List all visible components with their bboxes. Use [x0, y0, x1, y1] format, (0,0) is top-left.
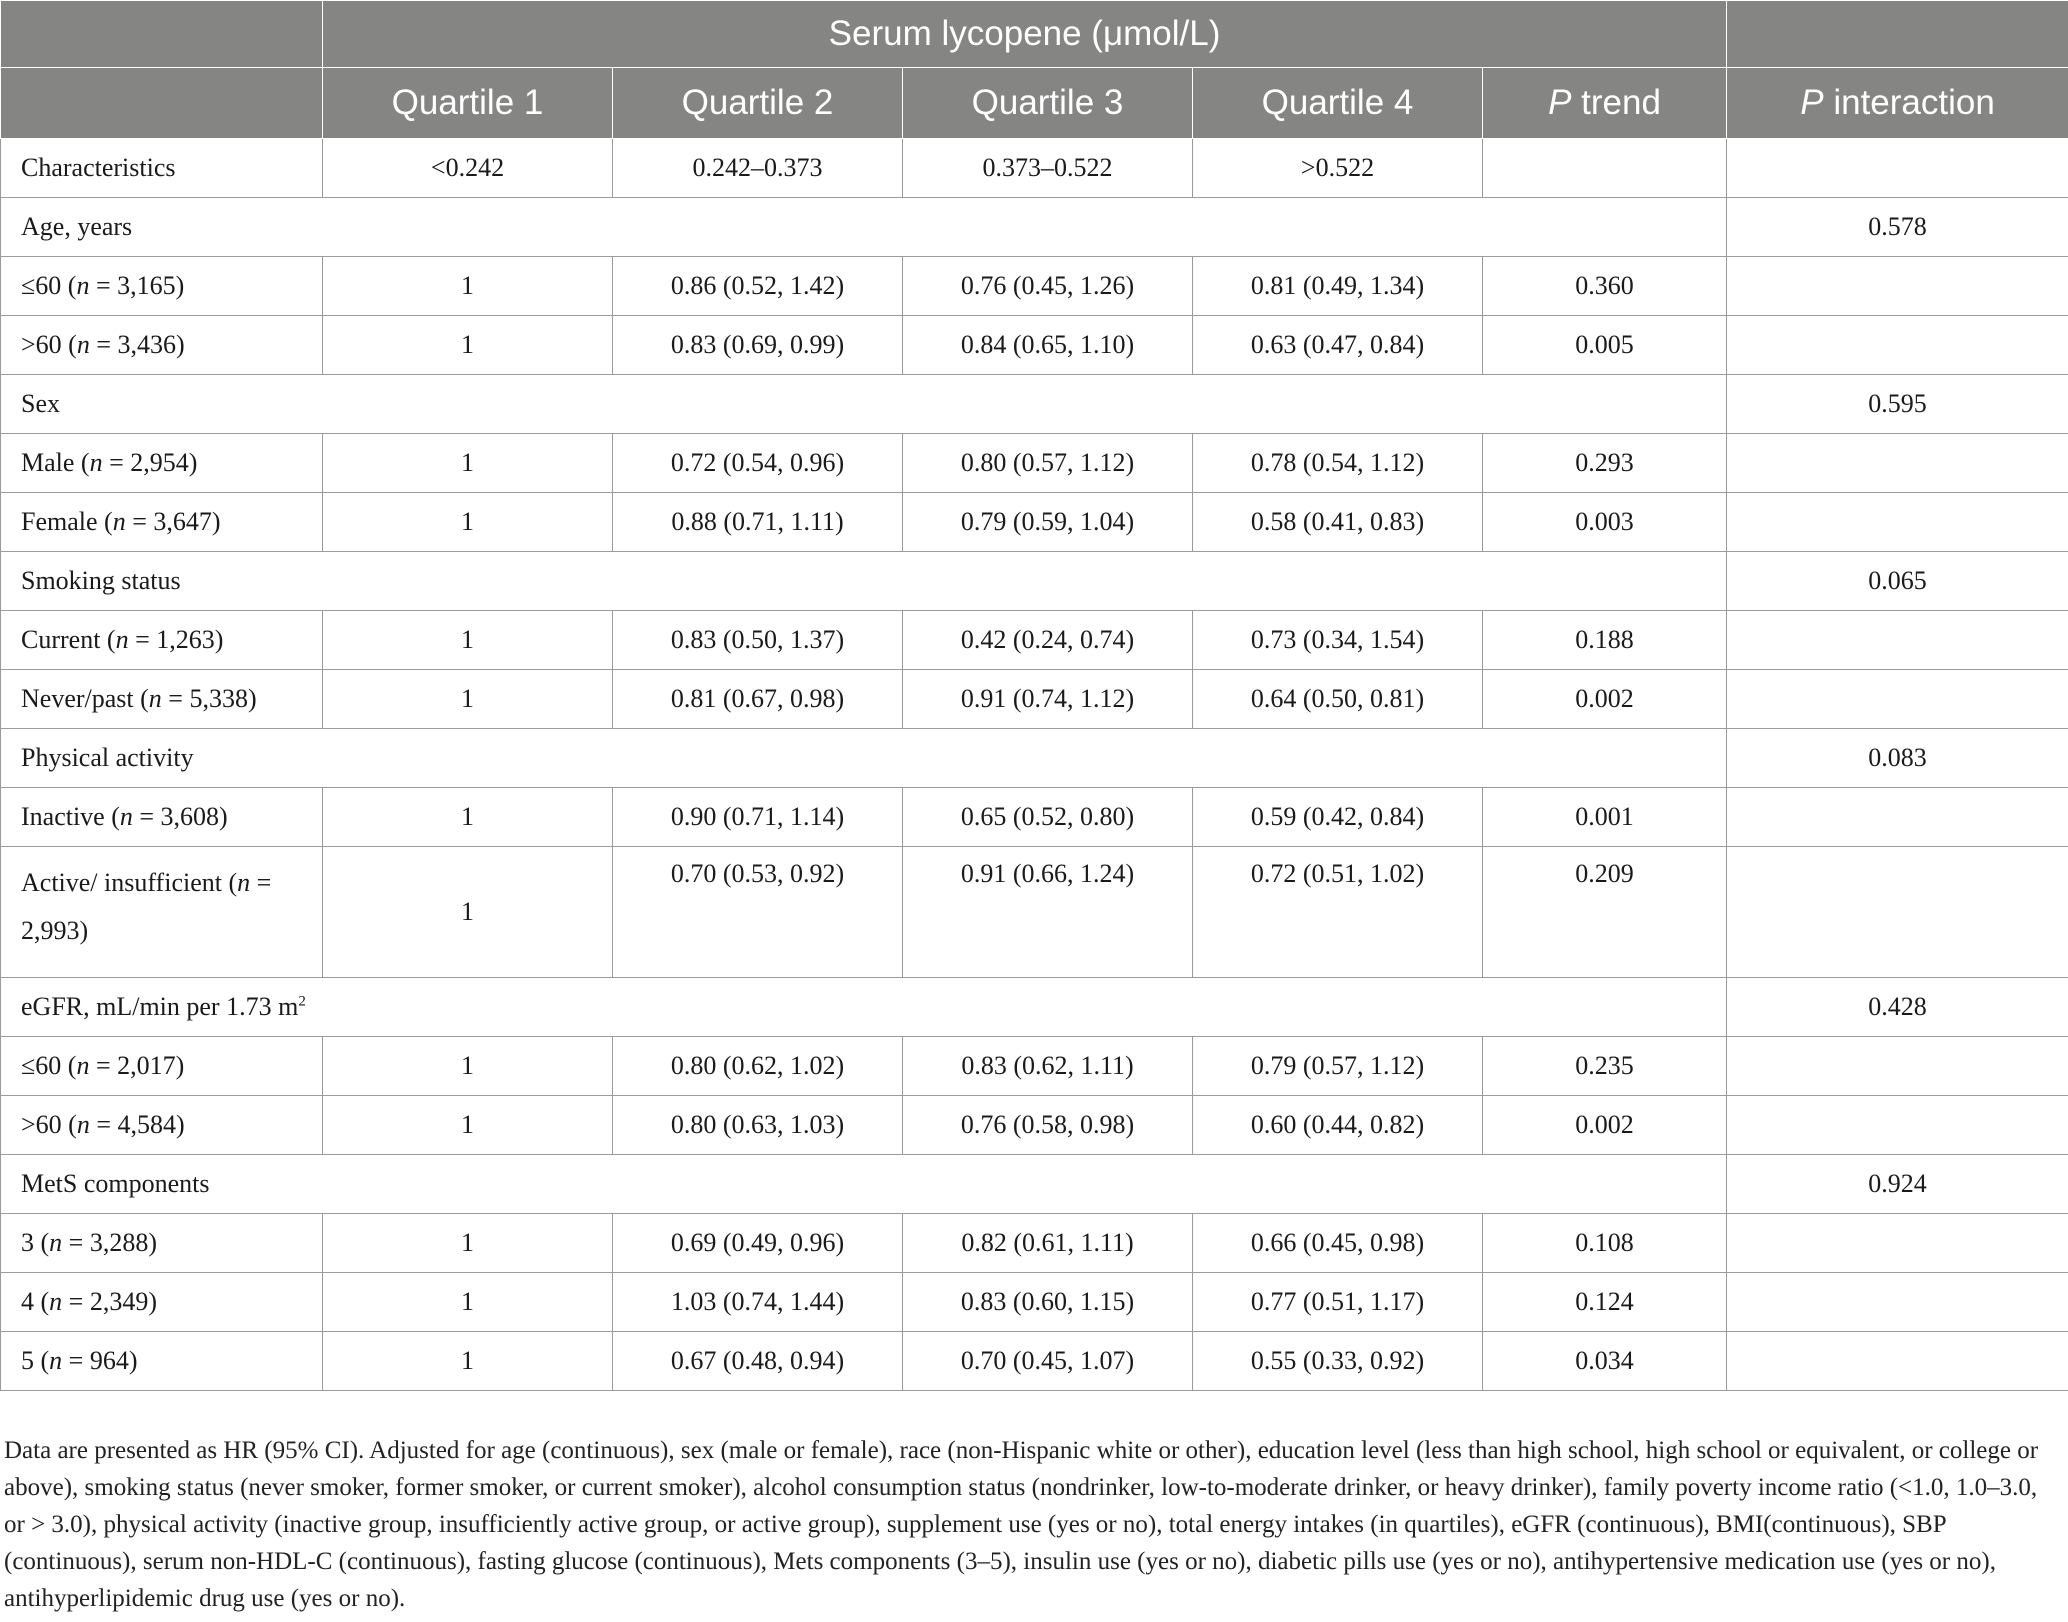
hr-q4: 0.66 (0.45, 0.98) — [1193, 1214, 1483, 1273]
subgroup-row — [1, 847, 2068, 978]
hr-q4: 0.64 (0.50, 0.81) — [1193, 670, 1483, 729]
subgroup-label-prefix: ≤60 ( — [21, 271, 77, 300]
p-interaction-empty — [1727, 316, 2068, 375]
table-header — [1, 1, 2068, 139]
subgroup-row — [1, 788, 2068, 847]
group-header-row — [1, 978, 2068, 1037]
p-trend-value: 0.124 — [1483, 1273, 1727, 1332]
hr-q2: 1.03 (0.74, 1.44) — [613, 1273, 903, 1332]
group-label-text: Age, years — [21, 212, 133, 241]
n-symbol: n — [49, 1228, 63, 1257]
p-interaction-empty — [1727, 788, 2068, 847]
subgroup-label-prefix: Male ( — [21, 448, 90, 477]
hr-q3: 0.91 (0.74, 1.12) — [903, 670, 1193, 729]
subgroup-label — [1, 611, 323, 670]
subgroup-row — [1, 611, 2068, 670]
p-interaction-empty — [1727, 257, 2068, 316]
subgroup-n-value: = 3,647) — [125, 507, 221, 536]
group-label-text: Smoking status — [21, 566, 181, 595]
p-interaction-value: 0.083 — [1727, 729, 2068, 788]
subgroup-label-prefix: Active/ insufficient ( — [21, 868, 238, 897]
subgroup-label — [1, 1273, 323, 1332]
ranges-row-label: Characteristics — [1, 139, 323, 198]
hr-q2: 0.72 (0.54, 0.96) — [613, 434, 903, 493]
subgroup-row — [1, 1273, 2068, 1332]
hr-q4: 0.73 (0.34, 1.54) — [1193, 611, 1483, 670]
n-symbol: n — [49, 1287, 63, 1316]
p-interaction-empty — [1727, 611, 2068, 670]
table-body — [1, 139, 2068, 1391]
hr-q4: 0.59 (0.42, 0.84) — [1193, 788, 1483, 847]
p-interaction-label: interaction — [1823, 83, 1995, 122]
hr-q2: 0.90 (0.71, 1.14) — [613, 788, 903, 847]
subgroup-row — [1, 1332, 2068, 1391]
subgroup-label — [1, 788, 323, 847]
p-trend-value: 0.002 — [1483, 670, 1727, 729]
subgroup-label — [1, 847, 323, 978]
subgroup-row — [1, 1037, 2068, 1096]
p-interaction-empty — [1727, 1096, 2068, 1155]
p-symbol: P — [1800, 83, 1824, 122]
subgroup-n-value: = 964) — [62, 1346, 138, 1375]
subgroup-n-value: = 3,608) — [132, 802, 228, 831]
ranges-row — [1, 139, 2068, 198]
subgroup-label — [1, 493, 323, 552]
subgroup-label-prefix: 5 ( — [21, 1346, 50, 1375]
hr-q1: 1 — [323, 1096, 613, 1155]
column-header-p-interaction — [1727, 68, 2068, 139]
hr-q3: 0.83 (0.62, 1.11) — [903, 1037, 1193, 1096]
group-label-text: Physical activity — [21, 743, 194, 772]
hr-q1: 1 — [323, 847, 613, 978]
subgroup-n-value: = 2,954) — [102, 448, 198, 477]
subgroup-row — [1, 670, 2068, 729]
subgroup-label — [1, 1037, 323, 1096]
p-interaction-empty — [1727, 670, 2068, 729]
hr-q1: 1 — [323, 611, 613, 670]
group-label — [1, 375, 1727, 434]
n-symbol: n — [119, 802, 133, 831]
subgroup-label — [1, 1214, 323, 1273]
subgroup-label — [1, 316, 323, 375]
hr-q2: 0.83 (0.69, 0.99) — [613, 316, 903, 375]
hr-q4: 0.81 (0.49, 1.34) — [1193, 257, 1483, 316]
p-trend-value: 0.003 — [1483, 493, 1727, 552]
hr-q4: 0.78 (0.54, 1.12) — [1193, 434, 1483, 493]
header-blank-cell — [1, 68, 323, 139]
subgroup-n-value: = 2,349) — [62, 1287, 157, 1316]
hr-q2: 0.70 (0.53, 0.92) — [613, 847, 903, 978]
group-header-row — [1, 729, 2068, 788]
subgroup-n-value: = 5,338) — [161, 684, 257, 713]
hr-q2: 0.86 (0.52, 1.42) — [613, 257, 903, 316]
p-trend-value: 0.108 — [1483, 1214, 1727, 1273]
p-trend-value: 0.235 — [1483, 1037, 1727, 1096]
group-label — [1, 198, 1727, 257]
p-trend-value: 0.002 — [1483, 1096, 1727, 1155]
hr-q3: 0.76 (0.58, 0.98) — [903, 1096, 1193, 1155]
subgroup-row — [1, 434, 2068, 493]
hr-q3: 0.91 (0.66, 1.24) — [903, 847, 1193, 978]
subgroup-n-value: = 1,263) — [128, 625, 224, 654]
p-interaction-empty — [1727, 493, 2068, 552]
subgroup-label — [1, 257, 323, 316]
group-header-row — [1, 552, 2068, 611]
p-trend-value: 0.188 — [1483, 611, 1727, 670]
range-q4: >0.522 — [1193, 139, 1483, 198]
subgroup-label — [1, 434, 323, 493]
n-symbol: n — [49, 1346, 63, 1375]
p-interaction-value: 0.428 — [1727, 978, 2068, 1037]
n-symbol: n — [115, 625, 129, 654]
subgroup-label — [1, 1332, 323, 1391]
subgroup-row — [1, 1214, 2068, 1273]
n-symbol: n — [76, 1110, 90, 1139]
subgroup-label-prefix: 3 ( — [21, 1228, 50, 1257]
subgroup-label-prefix: Female ( — [21, 507, 113, 536]
n-symbol: n — [76, 271, 90, 300]
p-interaction-value: 0.924 — [1727, 1155, 2068, 1214]
n-symbol: n — [237, 868, 251, 897]
p-interaction-empty — [1727, 1214, 2068, 1273]
p-interaction-empty — [1727, 847, 2068, 978]
p-trend-value: 0.005 — [1483, 316, 1727, 375]
hr-q1: 1 — [323, 670, 613, 729]
subgroup-n-value: = 3,165) — [89, 271, 185, 300]
subgroup-label-prefix: Current ( — [21, 625, 116, 654]
p-interaction-empty — [1727, 434, 2068, 493]
hr-q3: 0.70 (0.45, 1.07) — [903, 1332, 1193, 1391]
hr-q4: 0.58 (0.41, 0.83) — [1193, 493, 1483, 552]
hr-q1: 1 — [323, 1332, 613, 1391]
hr-q3: 0.65 (0.52, 0.80) — [903, 788, 1193, 847]
p-interaction-value: 0.578 — [1727, 198, 2068, 257]
hr-q1: 1 — [323, 493, 613, 552]
group-title: Serum lycopene (μmol/L) — [323, 1, 1727, 68]
hr-q2: 0.88 (0.71, 1.11) — [613, 493, 903, 552]
subgroup-label-prefix: >60 ( — [21, 1110, 77, 1139]
hr-q1: 1 — [323, 1037, 613, 1096]
n-symbol: n — [76, 1051, 90, 1080]
hr-q4: 0.63 (0.47, 0.84) — [1193, 316, 1483, 375]
range-p-trend — [1483, 139, 1727, 198]
group-label-superscript: 2 — [298, 993, 306, 1010]
hr-q3: 0.42 (0.24, 0.74) — [903, 611, 1193, 670]
subgroup-n-value: = 3,436) — [89, 330, 185, 359]
hr-q1: 1 — [323, 788, 613, 847]
subgroup-n-value: = 2,017) — [89, 1051, 185, 1080]
hr-q4: 0.77 (0.51, 1.17) — [1193, 1273, 1483, 1332]
hr-q3: 0.82 (0.61, 1.11) — [903, 1214, 1193, 1273]
p-trend-value: 0.293 — [1483, 434, 1727, 493]
subgroup-row — [1, 1096, 2068, 1155]
p-trend-value: 0.034 — [1483, 1332, 1727, 1391]
hr-q1: 1 — [323, 434, 613, 493]
hr-q2: 0.80 (0.63, 1.03) — [613, 1096, 903, 1155]
hr-q2: 0.69 (0.49, 0.96) — [613, 1214, 903, 1273]
subgroup-n-value: = 4,584) — [89, 1110, 185, 1139]
group-label — [1, 552, 1727, 611]
p-interaction-empty — [1727, 1332, 2068, 1391]
p-trend-value: 0.209 — [1483, 847, 1727, 978]
subgroup-n-value: = 3,288) — [62, 1228, 157, 1257]
group-header-row — [1, 375, 2068, 434]
column-header-q4: Quartile 4 — [1193, 68, 1483, 139]
p-symbol: P — [1548, 83, 1572, 122]
hr-q1: 1 — [323, 1273, 613, 1332]
range-q1: <0.242 — [323, 139, 613, 198]
hr-q4: 0.55 (0.33, 0.92) — [1193, 1332, 1483, 1391]
group-label — [1, 1155, 1727, 1214]
subgroup-label — [1, 670, 323, 729]
hr-q4: 0.79 (0.57, 1.12) — [1193, 1037, 1483, 1096]
n-symbol: n — [89, 448, 103, 477]
hr-q1: 1 — [323, 257, 613, 316]
p-trend-value: 0.001 — [1483, 788, 1727, 847]
p-interaction-value: 0.595 — [1727, 375, 2068, 434]
group-header-row — [1, 198, 2068, 257]
subgroup-row — [1, 493, 2068, 552]
subgroup-label-prefix: Inactive ( — [21, 802, 120, 831]
hr-q3: 0.83 (0.60, 1.15) — [903, 1273, 1193, 1332]
range-q3: 0.373–0.522 — [903, 139, 1193, 198]
hr-q4: 0.72 (0.51, 1.02) — [1193, 847, 1483, 978]
hr-q3: 0.80 (0.57, 1.12) — [903, 434, 1193, 493]
column-header-q1: Quartile 1 — [323, 68, 613, 139]
header-blank-cell — [1, 1, 323, 68]
range-q2: 0.242–0.373 — [613, 139, 903, 198]
hr-q2: 0.81 (0.67, 0.98) — [613, 670, 903, 729]
p-interaction-empty — [1727, 1273, 2068, 1332]
table-footnote: Data are presented as HR (95% CI). Adjusted for age (continuous), sex (male or female), race (non-Hispanic white or other), education level (less than high school, high school or equivalent, or college or above), smoking status (never smoker, former smoker, or current smoker), alcohol consumption status (nondrinker, low-to-moderate drinker, or heavy drinker), family poverty income ratio (<1.0, 1.0–3.0, or > 3.0), physical activity (inactive group, insufficiently active group, or active group), supplement use (yes or no), total energy intakes (in quartiles), eGFR (continuous), BMI(continuous), SBP (continuous), serum non-HDL-C (continuous), fasting glucose (continuous), Mets components (3–5), insulin use (yes or no), diabetic pills use (yes or no), antihypertensive medication use (yes or no), antihyperlipidemic drug use (yes or no). — [4, 1437, 2039, 1612]
hr-q3: 0.84 (0.65, 1.10) — [903, 316, 1193, 375]
group-label — [1, 978, 1727, 1037]
column-header-p-trend — [1483, 68, 1727, 139]
p-interaction-value: 0.065 — [1727, 552, 2068, 611]
subgroup-n-value: = 2,993) — [21, 868, 272, 945]
hr-q3: 0.79 (0.59, 1.04) — [903, 493, 1193, 552]
group-label-text: Sex — [21, 389, 60, 418]
range-p-interaction — [1727, 139, 2068, 198]
hr-q4: 0.60 (0.44, 0.82) — [1193, 1096, 1483, 1155]
n-symbol: n — [112, 507, 126, 536]
hr-q2: 0.67 (0.48, 0.94) — [613, 1332, 903, 1391]
n-symbol: n — [148, 684, 162, 713]
hr-q1: 1 — [323, 316, 613, 375]
subgroup-row — [1, 257, 2068, 316]
subgroup-label-prefix: >60 ( — [21, 330, 77, 359]
subgroup-label-prefix: Never/past ( — [21, 684, 149, 713]
p-trend-value: 0.360 — [1483, 257, 1727, 316]
subgroup-label — [1, 1096, 323, 1155]
column-header-q3: Quartile 3 — [903, 68, 1193, 139]
p-trend-label: trend — [1571, 83, 1661, 122]
hr-q2: 0.80 (0.62, 1.02) — [613, 1037, 903, 1096]
group-label-text: eGFR, mL/min per 1.73 m — [21, 992, 299, 1021]
column-header-q2: Quartile 2 — [613, 68, 903, 139]
subgroup-label-prefix: ≤60 ( — [21, 1051, 77, 1080]
group-header-row — [1, 1155, 2068, 1214]
p-interaction-empty — [1727, 1037, 2068, 1096]
subgroup-row — [1, 316, 2068, 375]
n-symbol: n — [76, 330, 90, 359]
hr-q2: 0.83 (0.50, 1.37) — [613, 611, 903, 670]
hr-q3: 0.76 (0.45, 1.26) — [903, 257, 1193, 316]
header-blank-cell — [1727, 1, 2068, 68]
hr-q1: 1 — [323, 1214, 613, 1273]
group-label-text: MetS components — [21, 1169, 210, 1198]
group-label — [1, 729, 1727, 788]
subgroup-label-prefix: 4 ( — [21, 1287, 50, 1316]
